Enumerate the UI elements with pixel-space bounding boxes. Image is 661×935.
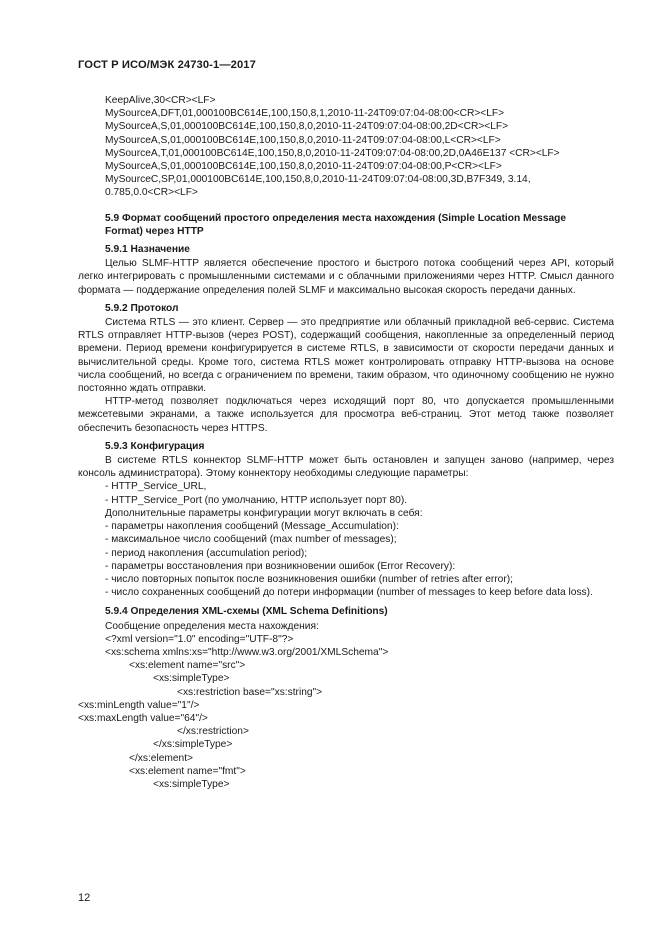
example-line: MySourceA,DFT,01,000100BC614E,100,150,8,1,2010-11-24T09:07:04-08:00<CR><LF> — [105, 108, 505, 120]
xml-code-line: <xs:schema xmlns:xs="http://www.w3.org/2001/XMLSchema"> — [105, 646, 389, 658]
example-line: MySourceA,S,01,000100BC614E,100,150,8,0,2010-11-24T09:07:04-08:00,2D<CR><LF> — [105, 121, 509, 133]
page-content — [78, 94, 614, 791]
xml-code-line: </xs:restriction> — [177, 726, 249, 738]
list-item: - число повторных попыток после возникновения ошибки (number of retries after error); — [105, 573, 513, 585]
list-item: - максимальное число сообщений (max number of messages); — [105, 534, 397, 546]
paragraph: В системе RTLS коннектор SLMF-HTTP может быть остановлен и запущен заново (например, через консоль администратора). Этому коннектору необходимы следующие параметры: — [78, 455, 614, 480]
example-line: 0.785,0.0<CR><LF> — [105, 187, 198, 199]
section-heading-line: Format) через HTTP — [105, 225, 204, 237]
xml-code-line: <xs:simpleType> — [153, 778, 230, 790]
example-block — [78, 94, 614, 200]
list-item: - HTTP_Service_Port (по умолчанию, HTTP использует порт 80). — [105, 494, 408, 506]
page-number: 12 — [78, 892, 91, 904]
list-item: Дополнительные параметры конфигурации могут включать в себя: — [105, 507, 423, 519]
paragraph: Система RTLS — это клиент. Сервер — это предприятие или облачный прикладной веб-сервис. Система RTLS отправляет HTTP-вызов (через POST), содержащий сообщения, накопленные за определенный период времени. Период времени конфигурируется в системе RTLS, в зависимости от скорости передачи данных и вычислительной среды. Кроме того, система RTLS может контролировать отправку HTTP-вызова на основе числа сообщений, но всегда с ограничением по времени, таким образом, что одиночному сообщению не нужно постоянно ждать отправки. — [78, 317, 614, 395]
example-line: MySourceC,SP,01,000100BC614E,100,150,8,0,2010-11-24T09:07:04-08:00,3D,B7F349, 3.14, — [105, 174, 531, 186]
example-line: MySourceA,S,01,000100BC614E,100,150,8,0,2010-11-24T09:07:04-08:00,L<CR><LF> — [105, 134, 501, 146]
xml-code-line: <xs:maxLength value="64"/> — [78, 712, 208, 724]
paragraph: HTTP-метод позволяет подключаться через исходящий порт 80, что допускается промышленными межсетевыми экранами, а также используется для просмотра веб-страниц. Этот метод также позволяет обеспечить безопасность через HTTPS. — [78, 396, 614, 434]
xml-code-block — [78, 633, 614, 791]
section-heading-5-9 — [78, 212, 614, 238]
subsection-heading-5-9-3: 5.9.3 Конфигурация — [105, 440, 205, 452]
xml-code-line: <xs:restriction base="xs:string"> — [177, 686, 323, 698]
xml-code-line: <xs:simpleType> — [153, 673, 230, 685]
list-item: - период накопления (accumulation period); — [105, 547, 308, 559]
document-header: ГОСТ Р ИСО/МЭК 24730-1—2017 — [78, 59, 256, 71]
xml-code-line: <xs:element name="fmt"> — [129, 765, 246, 777]
section-heading-line: 5.9 Формат сообщений простого определения места нахождения (Simple Location Message — [105, 212, 567, 224]
example-line: KeepAlive,30<CR><LF> — [105, 95, 216, 106]
list-item: - число сохраненных сообщений до потери информации (number of messages to keep before data loss). — [105, 587, 593, 599]
subsection-heading-5-9-4: 5.9.4 Определения XML-схемы (XML Schema Definitions) — [105, 606, 388, 618]
xml-code-line: </xs:element> — [129, 752, 193, 764]
example-line: MySourceA,S,01,000100BC614E,100,150,8,0,2010-11-24T09:07:04-08:00,P<CR><LF> — [105, 161, 502, 173]
xml-code-line: <?xml version="1.0" encoding="UTF-8"?> — [105, 633, 294, 645]
list-item: - параметры восстановления при возникновении ошибок (Error Recovery): — [105, 560, 456, 572]
subsection-heading-5-9-2: 5.9.2 Протокол — [105, 302, 179, 314]
xml-code-line: <xs:minLength value="1"/> — [78, 699, 200, 711]
xml-code-line: <xs:element name="src"> — [129, 660, 246, 672]
paragraph: Целью SLMF-HTTP является обеспечение простого и быстрого потока сообщений через API, который легко интегрировать с промышленными системами и с облачными приложениями через HTTP. Смысл данного формата — поддержание определения полей SLMF и максимально высокая скорость передачи данных. — [78, 258, 614, 296]
xml-code-line: </xs:simpleType> — [153, 739, 233, 751]
example-line: MySourceA,T,01,000100BC614E,100,150,8,0,2010-11-24T09:07:04-08:00,2D,0A46E137 <CR><LF> — [105, 147, 560, 159]
list-item: - параметры накопления сообщений (Message_Accumulation): — [105, 521, 399, 533]
xml-intro: Сообщение определения места нахождения: — [105, 620, 319, 632]
subsection-heading-5-9-1: 5.9.1 Назначение — [105, 244, 190, 256]
list-item: - HTTP_Service_URL, — [105, 481, 207, 493]
